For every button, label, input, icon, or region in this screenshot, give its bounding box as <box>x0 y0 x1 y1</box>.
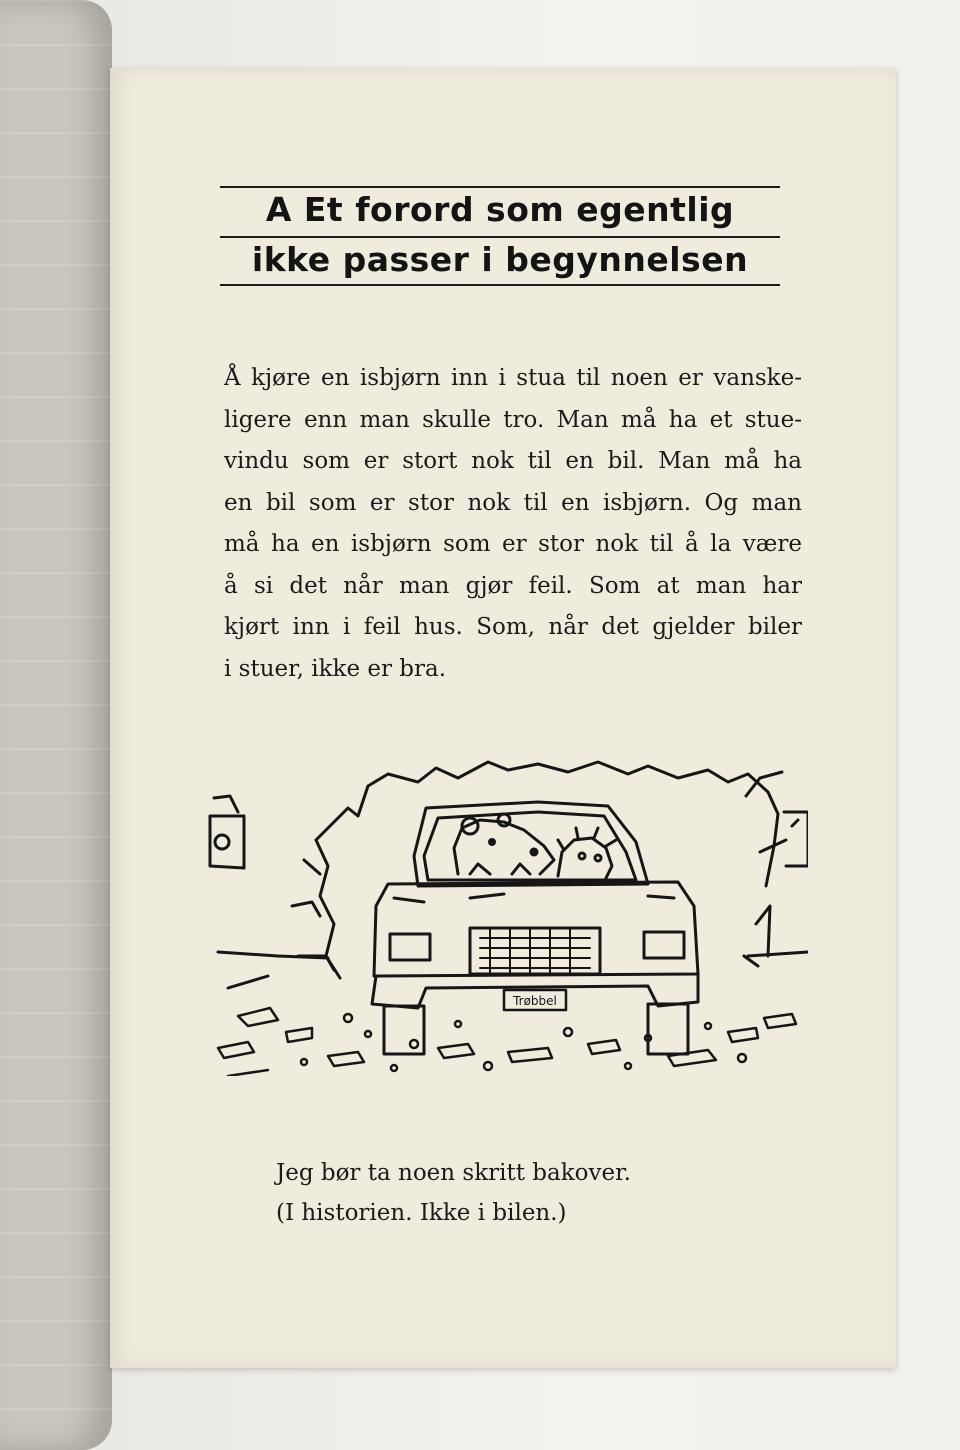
body-line: ligere enn man skulle tro. Man må ha et stue- <box>224 406 802 433</box>
polar-bear-driver <box>454 814 554 874</box>
license-plate <box>504 990 566 1010</box>
body-paragraph <box>224 358 802 690</box>
body-line: en bil som er stor nok til en isbjørn. Og man <box>224 489 802 516</box>
picture-frame-left <box>210 796 244 868</box>
book-page <box>110 68 896 1368</box>
title-rule-top <box>220 186 780 188</box>
rubble <box>218 1008 796 1076</box>
body-line: vindu som er stort nok til en bil. Man må ha <box>224 448 802 474</box>
title-rule-middle <box>220 236 780 238</box>
caption <box>276 1153 776 1233</box>
title-rule-bottom <box>220 284 780 286</box>
left-page-edge <box>0 0 112 1450</box>
body-line: å si det når man gjør feil. Som at man har <box>224 572 802 599</box>
chapter-title-line-2: ikke passer i begynnelsen <box>251 240 749 279</box>
car-in-wall-illustration <box>208 756 808 1076</box>
passenger <box>558 828 616 878</box>
license-plate-text: Trøbbel <box>513 994 557 1008</box>
body-line: Å kjøre en isbjørn inn i stua til noen er vanske- <box>224 365 802 391</box>
body-line: kjørt inn i feil hus. Som, når det gjelder biler <box>224 614 802 640</box>
caption-line: (I historien. Ikke i bilen.) <box>276 1200 567 1226</box>
body-line: i stuer, ikke er bra. <box>224 655 447 682</box>
chapter-title-line-1: A Et forord som egentlig <box>265 190 735 229</box>
caption-line: Jeg bør ta noen skritt bakover. <box>276 1160 631 1186</box>
body-line: må ha en isbjørn som er stor nok til å la være <box>224 531 802 557</box>
picture-frame-right <box>784 812 808 866</box>
